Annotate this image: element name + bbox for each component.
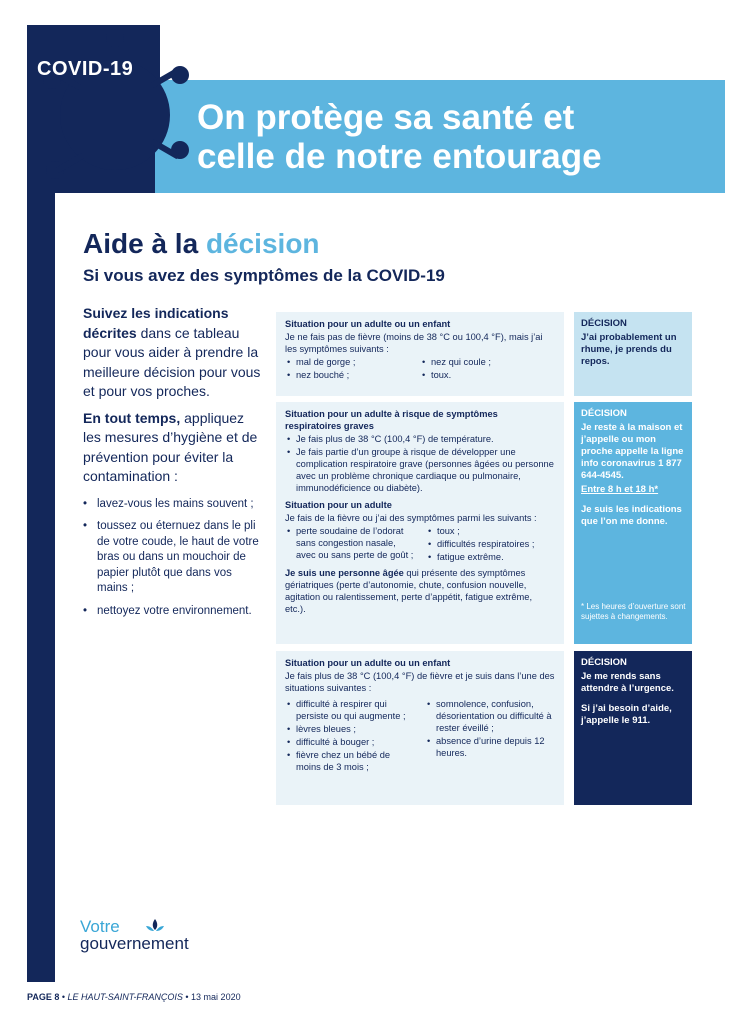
decision-card-1 <box>574 312 692 396</box>
list-item: • nez qui coule ; <box>420 356 555 368</box>
situation-title: Situation pour un adulte à risque de symptômes respiratoires graves <box>285 409 498 431</box>
situation-subtitle: Situation pour un adulte <box>285 500 392 510</box>
decision-label: DÉCISION <box>581 318 627 329</box>
list-item: • nettoyez votre environnement. <box>83 604 263 620</box>
list-item: • fièvre chez un bébé de moins de 3 mois ; <box>285 749 415 773</box>
list-item: • toux. <box>420 369 555 381</box>
list-item: • Je fais partie d’un groupe à risque de développer une complication respiratoire grave (personnes âgées ou personne avec un problème chronique cardiaque ou pulmonaire, immunodéficience ou diabète). <box>285 446 555 494</box>
publication-name: LE HAUT-SAINT-FRANÇOIS <box>67 992 183 1002</box>
risk-list <box>285 433 555 494</box>
logo-line-2: gouvernement <box>80 934 189 953</box>
list-item: • lèvres bleues ; <box>285 723 415 735</box>
situation-card-2 <box>276 402 564 644</box>
list-item: • difficultés respiratoires ; <box>426 538 555 550</box>
list-item: • Je fais plus de 38 °C (100,4 °F) de température. <box>285 433 555 445</box>
situation-title: Situation pour un adulte ou un enfant <box>285 319 451 329</box>
situation-title: Situation pour un adulte ou un enfant <box>285 658 451 668</box>
list-item: • nez bouché ; <box>285 369 420 381</box>
list-item: • difficulté à respirer qui persiste ou qui augmente ; <box>285 698 415 722</box>
situation-text: Je fais plus de 38 °C (100,4 °F) de fièvre et je suis dans l’une des situations suivantes : <box>285 671 555 693</box>
list-item: • lavez-vous les mains souvent ; <box>83 497 263 513</box>
elder-strong: Je suis une personne âgée <box>285 568 404 578</box>
situation-text: Je fais de la fièvre ou j’ai des symptômes parmi les suivants : <box>285 513 537 523</box>
decision-text: J’ai probablement un rhume, je prends du repos. <box>581 332 677 367</box>
list-item: • toux ; <box>426 525 555 537</box>
hygiene-list <box>83 497 263 620</box>
decision-text-2: Si j’ai besoin d’aide, j’appelle le 911. <box>581 703 672 726</box>
page-subheading: Si vous avez des symptômes de la COVID-19 <box>83 266 445 285</box>
intro-strong-2: En tout temps, <box>83 409 181 426</box>
intro-text-1: dans ce tableau pour vous aider à prendre la meilleure décision pour vous et pour vos proches. <box>83 324 261 399</box>
intro-strong-1: Suivez les indications décrites <box>83 305 229 341</box>
symptom-columns <box>285 524 555 564</box>
list-item: • fatigue extrême. <box>426 551 555 563</box>
situation-card-3 <box>276 651 564 805</box>
decision-text: Je reste à la maison et j’appelle ou mon proche appelle la ligne info coronavirus 1 877 644-4545. <box>581 422 684 481</box>
logo-line-1: Votre <box>80 917 120 936</box>
list-item: • mal de gorge ; <box>285 356 420 368</box>
virus-icon <box>40 20 190 190</box>
government-logo <box>80 918 189 952</box>
list-item: • absence d’urine depuis 12 heures. <box>425 735 555 759</box>
heading-accent: décision <box>205 228 320 259</box>
symptom-columns <box>285 355 555 382</box>
list-item: • somnolence, confusion, désorientation ou difficulté à rester éveillé ; <box>425 698 555 734</box>
decision-card-2 <box>574 402 692 644</box>
page-number: PAGE 8 <box>27 992 60 1002</box>
symptom-list-right <box>420 356 555 382</box>
symptom-list-left <box>285 525 426 564</box>
list-item: • perte soudaine de l’odorat sans congestion nasale, avec ou sans perte de goût ; <box>285 525 414 561</box>
intro-text-2: appliquez les mesures d’hygiène et de prévention pour éviter la contamination : <box>83 409 258 484</box>
publication-date: 13 mai 2020 <box>191 992 241 1002</box>
elder-paragraph <box>285 567 555 615</box>
page-heading <box>83 228 320 260</box>
symptom-list-left <box>285 356 420 382</box>
list-item: • difficulté à bouger ; <box>285 736 415 748</box>
banner-title-line-2: celle de notre entourage <box>197 137 602 176</box>
symptom-list-right <box>425 698 555 774</box>
heading-text: Aide à la <box>83 228 206 259</box>
decision-text: Je me rends sans attendre à l’urgence. <box>581 671 674 694</box>
hours-footnote: * Les heures d’ouverture sont sujettes à changements. <box>581 602 686 621</box>
intro-column <box>83 304 263 626</box>
intro-paragraph-2 <box>83 409 263 487</box>
quebec-fleur-icon <box>142 918 168 938</box>
decision-card-3 <box>574 651 692 805</box>
banner-title-line-1: On protège sa santé et <box>197 98 575 137</box>
situation-text: Je ne fais pas de fièvre (moins de 38 °C ou 100,4 °F), mais j’ai les symptômes suivants : <box>285 332 543 354</box>
symptom-list-left <box>285 698 425 774</box>
symptom-columns <box>285 697 555 774</box>
hotline-hours: Entre 8 h et 18 h* <box>581 484 659 495</box>
page-footer: PAGE 8 • LE HAUT-SAINT-FRANÇOIS • 13 mai 2020 <box>27 992 241 1002</box>
banner-title <box>197 98 717 176</box>
situation-card-1 <box>276 312 564 396</box>
elder-text: qui présente des symptômes gériatriques (perte d’autonomie, chute, confusion nouvelle, agitation ou ralentissement, perte d’appétit, fatigue extrême, etc.). <box>285 568 533 614</box>
decision-label: DÉCISION <box>581 657 627 668</box>
list-item: • toussez ou éternuez dans le pli de votre coude, le haut de votre bras ou dans un mouchoir de papier plutôt que dans vos mains ; <box>83 519 263 597</box>
decision-text-2: Je suis les indications que l’on me donne. <box>581 504 682 527</box>
decision-label: DÉCISION <box>581 408 627 419</box>
covid-badge: COVID-19 <box>37 58 134 80</box>
symptom-list-right <box>426 525 555 564</box>
intro-paragraph-1 <box>83 304 263 402</box>
